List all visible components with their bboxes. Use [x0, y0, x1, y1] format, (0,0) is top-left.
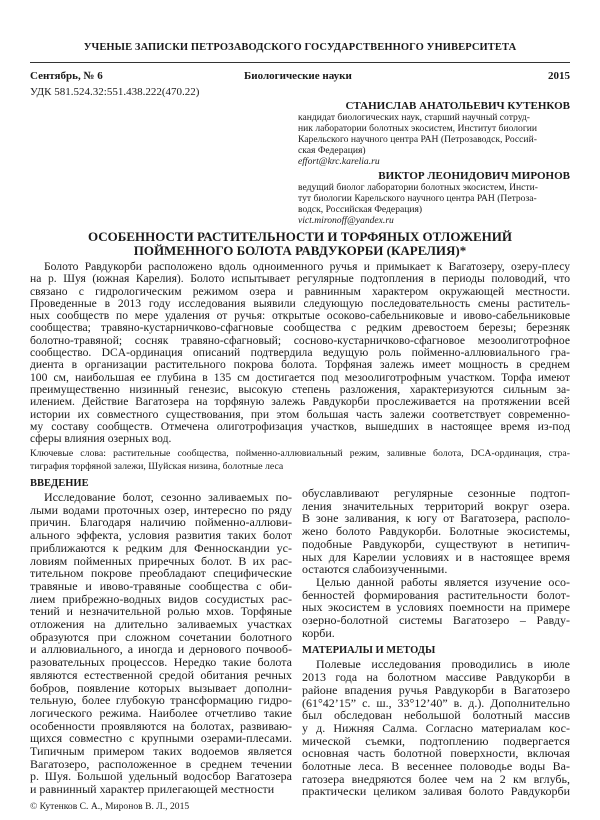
text-line: сообщество. DCA-ординация описаний подтвердила ведущую роль пойменно-аллювиального гра- — [30, 346, 570, 360]
text-line: Проведенные в 2013 году исследования выявили следующую последовательность смены раститель- — [30, 296, 570, 310]
author-name: ВИКТОР ЛЕОНИДОВИЧ МИРОНОВ — [378, 170, 570, 182]
text-line: озерно-болотной системы Вагатозеро – Равду- — [302, 613, 570, 628]
section-heading-methods: МАТЕРИАЛЫ И МЕТОДЫ — [302, 645, 436, 657]
text-line: тений и незначительной ролью мхов. Торфяные — [30, 604, 292, 619]
text-line: жено болото Равдукорби. Болотные экосистемы, — [302, 524, 570, 539]
author-email[interactable]: vict.mironoff@yandex.ru — [298, 215, 394, 226]
text-line: логического режима. Наиболее отчетливо такие — [30, 705, 292, 720]
text-line: тительном покрове преобладают специфические — [30, 566, 292, 581]
author-block-2 — [298, 170, 570, 226]
issue-number: Сентябрь, № 6 — [30, 70, 103, 82]
text-line: мической съемки, подтоплению подвергается — [302, 733, 570, 748]
text-line: сообщества; травяно-кустарничково-сфагновые сообщества с редким древостоем березы; березняк — [30, 321, 570, 335]
issue-meta — [30, 70, 570, 82]
text-line: был обследован небольшой болотный массив — [302, 708, 570, 723]
text-line: лыми водами проточных озер, интересно по ряду — [30, 502, 292, 517]
text-line: тиграфия торфяной залежи, Шуйская низина, болотные леса — [30, 460, 284, 472]
text-line: 100 см, наибольшая ее глубина в 135 см достигается под мезоолиготрофным участком. Торфа имеют — [30, 370, 570, 384]
text-line: и аллювиального, а иногда и дернового почвооб- — [30, 642, 292, 657]
text-line: Исследование болот, сезонно заливаемых по- — [44, 490, 292, 504]
text-line: диента в организации растительного покрова болота. Торфяная залежь имеет мощность в среднем — [30, 358, 570, 372]
text-line: корби. — [302, 625, 335, 640]
text-line: тут биологии Карельского научного центра РАН (Петроза- — [298, 193, 537, 204]
text-line: Полевые исследования проводились в июле — [316, 657, 570, 672]
text-line: Карельского научного центра РАН (Петрозаводск, Россий- — [298, 134, 537, 145]
title-line: ПОЙМЕННОГО БОЛОТА РАВДУКОРБИ (КАРЕЛИЯ)* — [133, 243, 467, 258]
text-line: (61°42’15” с. ш., 33°12’40” в. д.). Дополнительно — [302, 695, 570, 710]
text-line: Ключевые слова: растительные сообщества, пойменно-аллювиальный режим, заливные болота, DCA-ординация, стра- — [30, 448, 570, 459]
text-line: травяные и ивово-травяные сообщества с оби- — [30, 578, 292, 593]
text-line: кандидат биологических наук, старший научный сотруд- — [298, 112, 530, 123]
text-line: Болото Равдукорби расположено вдоль одноименного ручья и примыкает к Вагатозеру, озеру-плесу — [44, 260, 570, 273]
text-line: разовательных процессов. Нередко такие болота — [30, 655, 292, 670]
methods-paragraph — [302, 658, 570, 798]
text-line: 2013 года на болотном массиве Равдукорби в — [302, 670, 570, 685]
udk-code: УДК 581.524.32:551.438.222(470.22) — [30, 86, 200, 98]
column-right — [302, 487, 570, 798]
journal-title: УЧЕНЫЕ ЗАПИСКИ ПЕТРОЗАВОДСКОГО ГОСУДАРСТВЕННОГО УНИВЕРСИТЕТА — [83, 42, 517, 53]
text-line: р. Шуя. Большой удельный водосбор Вагатозера — [30, 769, 292, 784]
text-line: Типичным примером таких водоемов является — [30, 744, 292, 759]
section-heading-intro: ВВЕДЕНИЕ — [30, 478, 89, 489]
text-line: ления значительных территорий вокруг озера. — [302, 498, 570, 513]
copyright: © Кутенков С. А., Миронов В. Л., 2015 — [30, 801, 190, 812]
author-name: СТАНИСЛАВ АНАТОЛЬЕВИЧ КУТЕНКОВ — [345, 100, 570, 112]
section-name: Биологические науки — [244, 70, 352, 82]
article-title — [0, 230, 600, 258]
text-line: связано с гидрологическим режимом озера и равнинным характером окружающей местности. — [30, 284, 570, 298]
text-line: ального эффекта, условия развития таких болот — [30, 528, 292, 543]
text-line: районе впадения ручья Равдукорби в Вагатозеро — [302, 682, 570, 697]
goal-paragraph — [302, 576, 570, 640]
text-line: Вагатозеро, расположенное в среднем течении — [30, 756, 292, 771]
text-line: ловиям пойменных приречных болот. В их рас- — [30, 553, 292, 568]
author-affiliation — [298, 182, 570, 215]
text-line: водск, Российская Федерация) — [298, 204, 423, 215]
text-line: бенностей формирования растительности болот- — [302, 587, 570, 602]
text-line: причин. Благодаря наличию пойменно-аллюви- — [30, 515, 292, 530]
issue-year: 2015 — [548, 70, 570, 82]
column-left — [30, 478, 292, 796]
text-line: образуются при сложном сочетании болотного — [30, 629, 292, 644]
text-line: истории их совместного существования, при этом большая часть залежи соответствует современно- — [30, 407, 570, 421]
text-line: у д. Нижняя Салма. Согласно материалам кос- — [302, 720, 570, 735]
keywords — [30, 448, 570, 473]
text-line: и равнинный характер прилегающей местности — [30, 782, 275, 797]
author-affiliation — [298, 112, 570, 156]
text-line: лием прибрежно-водных видов сосудистых рас- — [30, 591, 292, 606]
text-line: обуславливают регулярные сезонные подтоп- — [302, 486, 570, 500]
text-line: на р. Шуя (южная Карелия). Болото испытывает регулярные подтопления в периоды половодий, что — [30, 272, 570, 286]
text-line: ведущий биолог лаборатории болотных экосистем, Инсти- — [298, 182, 538, 193]
text-line: основная часть болотной поверхности, включая — [302, 746, 570, 761]
text-line: преимущественно низинный генезис, высокую степень разложения, характеризуются сильным за- — [30, 382, 570, 396]
text-line: ская Федерация) — [298, 145, 366, 156]
intro-paragraph-continued — [302, 487, 570, 576]
text-line: му составу сообществ. Отмечена олиготрофизация участков, вышедших в настоящее время из-под — [30, 419, 570, 433]
text-line: подобные Равдукорби, существуют в нетипич- — [302, 536, 570, 551]
header-rule — [30, 62, 570, 63]
text-line: Целью данной работы является изучение осо- — [316, 574, 570, 589]
text-line: гатозера внедряются более чем на 2 км вглубь, — [302, 771, 570, 786]
abstract — [30, 261, 570, 445]
text-line: В зоне заливания, к югу от Вагатозера, располо- — [302, 511, 570, 526]
text-line: болотно-травяной; сосняк травяно-сфагновый; сосново-кустарничково-сфагновое мезоолиготрофное — [30, 333, 570, 347]
title-line: ОСОБЕННОСТИ РАСТИТЕЛЬНОСТИ И ТОРФЯНЫХ ОТЛОЖЕНИЙ — [88, 229, 512, 244]
text-line: являются естественной средой обитания речных — [30, 667, 292, 682]
text-line: ных экосистем в условиях поемности на примере — [302, 600, 570, 615]
author-email[interactable]: effort@krc.karelia.ru — [298, 156, 380, 167]
text-line: отложения на длительно заливаемых участках — [30, 617, 292, 632]
text-line: приближаются к редким для Фенноскандии ус- — [30, 540, 292, 555]
intro-paragraph — [30, 491, 292, 796]
author-block-1 — [298, 100, 570, 167]
text-line: ник лаборатории болотных экосистем, Институт биологии — [298, 123, 538, 134]
text-line: щихся совместно с крупными озерами-плесами. — [30, 731, 292, 746]
text-line: илением. Действие Вагатозера на торфяную залежь Равдукорби прослеживается на протяжении всей — [30, 395, 570, 409]
text-line: бобров, появление которых вызывает дополни- — [30, 680, 292, 695]
text-line: ных для Карелии условиях и в настоящее время — [302, 549, 570, 564]
text-line: болотные леса. В весеннее половодье воды Ва- — [302, 759, 570, 774]
text-line: практически целиком заливая болото Равдукорби — [302, 784, 570, 799]
text-line: сферы влияния озерных вод. — [30, 432, 172, 446]
text-line: остаются слабоизученными. — [302, 562, 448, 577]
text-line: тельную, более глубокую трансформацию гидро- — [30, 693, 292, 708]
text-line: особенности проявляются на болотах, развиваю- — [30, 718, 292, 733]
text-line: ных сообществ по мере удаления от ручья: открытые осоково-сабельниковые и ивово-сабельниковые — [30, 309, 570, 323]
